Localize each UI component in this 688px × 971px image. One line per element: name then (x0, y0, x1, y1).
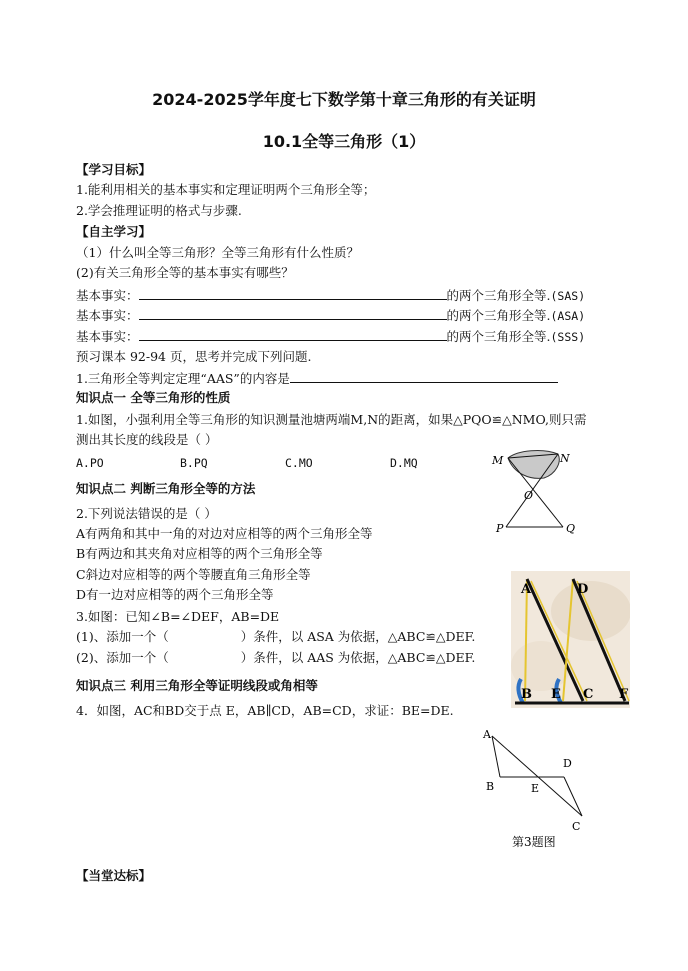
fact-tag: (ASA) (550, 309, 586, 323)
fig3-caption: 第3题图 (512, 835, 556, 849)
footer-heading: 【当堂达标】 (76, 868, 152, 883)
ruler-label-f: F (619, 687, 629, 702)
fig3-label-e: E (531, 782, 540, 795)
answer-blank[interactable] (139, 306, 447, 320)
answer-blank[interactable] (139, 327, 447, 341)
self-study-q2: (2)有关三角形全等的基本事实有哪些？ (76, 265, 294, 280)
fig3-label-c: C (572, 820, 581, 833)
pond-label-p: P (496, 522, 504, 535)
fact-sas (76, 286, 585, 305)
q3-part1-tail: ）条件，以 ASA 为依据，△ABC≌△DEF. (240, 629, 476, 644)
answer-blank[interactable] (290, 369, 558, 383)
pond-label-m: M (492, 454, 504, 467)
fig3-label-d: D (563, 757, 572, 770)
kp2-q3-part1 (76, 628, 475, 646)
fact-suffix: 的两个三角形全等. (446, 329, 551, 344)
kp3-question-4: 4．如图，AC和BD交于点 E，AB∥CD，AB=CD，求证：BE=DE. (76, 703, 454, 718)
pond-figure (488, 448, 588, 538)
kp1-option-b[interactable]: B.PQ (180, 456, 208, 470)
kp1-question-line2: 测出其长度的线段是（ ） (76, 432, 218, 447)
fact-tag: (SAS) (550, 289, 586, 303)
kp2-option-c: C斜边对应相等的两个等腰直角三角形全等 (76, 567, 311, 582)
goal-item-2: 2.学会推理证明的格式与步骤. (76, 203, 242, 218)
kp2-option-b: B有两边和其夹角对应相等的两个三角形全等 (76, 546, 323, 561)
ruler-label-d: D (577, 582, 589, 597)
kp2-q3-part2 (76, 649, 475, 667)
ruler-label-c: C (583, 687, 594, 702)
goal-item-1: 1.能利用相关的基本事实和定理证明两个三角形全等； (76, 182, 376, 197)
kp2-option-d: D有一边对应相等的两个三角形全等 (76, 587, 274, 602)
preview-note: 预习课本 92-94 页，思考并完成下列问题. (76, 349, 312, 364)
page-title: 2024-2025学年度七下数学第十章三角形的有关证明 (152, 90, 536, 109)
ruler-label-b: B (521, 687, 532, 702)
fact-label: 基本事实： (76, 308, 139, 323)
fig3-label-a: A (483, 728, 491, 741)
fact-label: 基本事实： (76, 288, 139, 303)
ruler-figure (511, 571, 630, 708)
answer-blank[interactable] (139, 286, 447, 300)
fact-suffix: 的两个三角形全等. (446, 288, 551, 303)
kp1-heading: 知识点一 全等三角形的性质 (76, 390, 231, 405)
pond-label-o: O (524, 489, 534, 502)
page-subtitle: 10.1全等三角形（1） (262, 132, 426, 151)
fact-asa (76, 306, 585, 325)
kp1-option-d[interactable]: D.MQ (390, 456, 418, 470)
kp2-option-a: A有两角和其中一角的对边对应相等的两个三角形全等 (76, 526, 373, 541)
q3-part1-lead: (1)、添加一个（ (76, 629, 169, 644)
kp3-heading: 知识点三 利用三角形全等证明线段或角相等 (76, 678, 318, 693)
kp1-option-a[interactable]: A.PO (76, 456, 104, 470)
fact-tag: (SSS) (550, 330, 586, 344)
pond-label-q: Q (566, 522, 576, 535)
kp2-question-2: 2.下列说法错误的是（ ） (76, 506, 217, 521)
fact-label: 基本事实： (76, 329, 139, 344)
fig3-label-b: B (486, 780, 495, 793)
ruler-label-e: E (551, 687, 561, 702)
fact-sss (76, 327, 585, 346)
self-study-q1: （1）什么叫全等三角形？全等三角形有什么性质？ (76, 245, 359, 260)
q3-part2-lead: (2)、添加一个（ (76, 650, 169, 665)
kp1-question-line1: 1.如图，小强利用全等三角形的知识测量池塘两端M,N的距离，如果△PQO≌△NMO,则只需 (76, 412, 587, 427)
ruler-label-a: A (521, 582, 532, 597)
pond-label-n: N (560, 452, 570, 465)
kp2-heading: 知识点二 判断三角形全等的方法 (76, 481, 256, 496)
aas-text: 1.三角形全等判定定理“AAS”的内容是 (76, 371, 290, 386)
aas-question (76, 369, 558, 388)
kp2-question-3: 3.如图：已知∠B=∠DEF，AB=DE (76, 609, 280, 624)
fact-suffix: 的两个三角形全等. (446, 308, 551, 323)
triangle-figure-3 (478, 722, 608, 852)
goals-heading: 【学习目标】 (76, 162, 152, 177)
q3-part2-tail: ）条件，以 AAS 为依据，△ABC≌△DEF. (240, 650, 476, 665)
kp1-option-c[interactable]: C.MO (285, 456, 313, 470)
self-study-heading: 【自主学习】 (76, 224, 152, 239)
